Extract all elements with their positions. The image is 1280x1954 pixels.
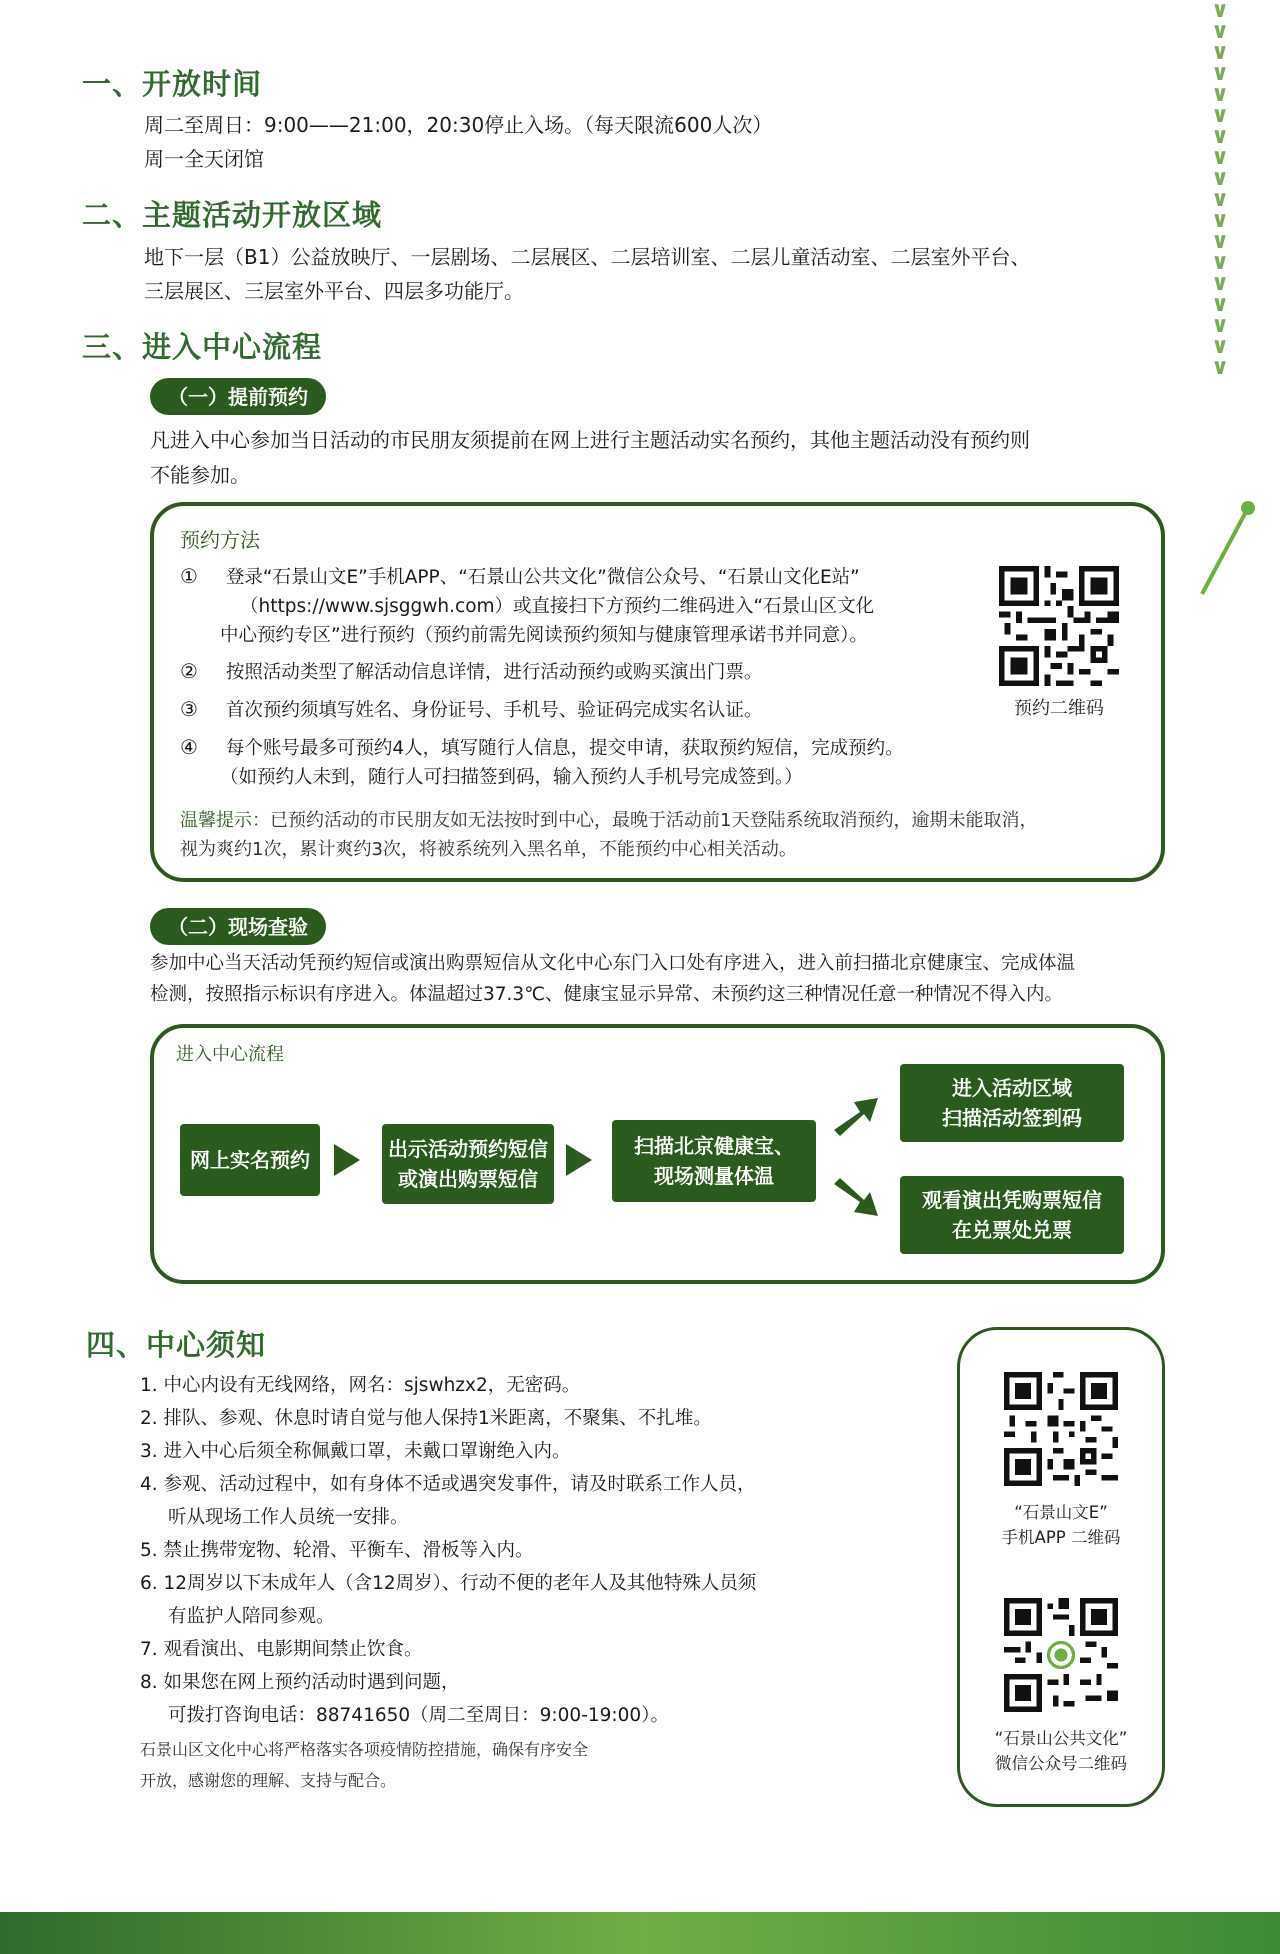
notice-list — [140, 1369, 840, 1732]
arrow-up-right-icon — [830, 1090, 882, 1142]
warm-tip — [180, 806, 1037, 864]
item-text: 按照活动类型了解活动信息详情，进行活动预约或购买演出门票。 — [225, 662, 763, 683]
tip-text: 已预约活动的市民朋友如无法按时到中心，最晚于活动前1天登陆系统取消预约，逾期未能取消， — [270, 810, 1038, 831]
chevron-down-icon: ∨ — [1211, 61, 1229, 86]
item-text: 每个账号最多可预约4人，填写随行人信息，提交申请，获取预约短信，完成预约。 — [225, 738, 904, 759]
method-item — [180, 562, 960, 650]
app-qr-caption — [964, 1500, 1158, 1550]
chevron-down-icon: ∨ — [1211, 292, 1229, 317]
closing-note — [140, 1734, 588, 1796]
chevron-down-icon: ∨ — [1211, 124, 1229, 149]
notice-item: 2. 排队、参观、休息时请自觉与他人保持1米距离，不聚集、不扎堆。 — [140, 1408, 712, 1429]
method-item — [180, 733, 904, 792]
method-item — [180, 657, 762, 687]
closing-note-line: 石景山区文化中心将严格落实各项疫情防控措施，确保有序安全 — [140, 1740, 589, 1759]
closing-note-line: 开放，感谢您的理解、支持与配合。 — [140, 1771, 397, 1790]
subsection-pill-reservation: （一）提前预约 — [150, 378, 326, 415]
qr-code-panel — [957, 1327, 1165, 1807]
notice-item: 1. 中心内设有无线网络，网名：sjswhzx2，无密码。 — [140, 1375, 581, 1396]
flow-step-enter-activity-area — [900, 1064, 1124, 1142]
item-number: ④ — [180, 735, 198, 759]
wechat-qr-caption — [964, 1726, 1158, 1776]
entry-flow-card — [150, 1024, 1165, 1284]
chevron-down-icon: ∨ — [1211, 82, 1229, 107]
opening-hours-line: 周二至周日：9:00——21:00，20:30停止入场。（每天限流600人次） — [144, 113, 773, 137]
reservation-intro: 凡进入中心参加当日活动的市民朋友须提前在网上进行主题活动实名预约，其他主题活动没有预约则 — [150, 428, 1030, 452]
notice-item: 4. 参观、活动过程中，如有身体不适或遇突发事件，请及时联系工作人员， — [140, 1474, 756, 1495]
notice-item: 6. 12周岁以下未成年人（含12周岁）、行动不便的老年人及其他特殊人员须 — [140, 1573, 757, 1594]
subsection-pill-onsite-check: （二）现场查验 — [150, 908, 326, 945]
chevron-down-icon: ∨ — [1211, 187, 1229, 212]
item-text: （如预约人未到，随行人可扫描签到码，输入预约人手机号完成签到。） — [220, 767, 803, 788]
chevron-down-icon: ∨ — [1211, 313, 1229, 338]
notice-item: 可拨打咨询电话：88741650（周二至周日：9:00-19:00）。 — [168, 1705, 669, 1726]
chevron-down-icon: ∨ — [1211, 229, 1229, 254]
arrow-down-right-icon — [830, 1172, 882, 1224]
flow-step-label: 在兑票处兑票 — [952, 1218, 1072, 1242]
chevron-down-icon: ∨ — [1211, 40, 1229, 65]
card-title: 预约方法 — [180, 528, 260, 552]
qr-caption-line: “石景山公共文化” — [994, 1729, 1128, 1748]
qr-caption-line: “石景山文E” — [1014, 1503, 1108, 1522]
item-number: ② — [180, 659, 198, 683]
flow-step-label: 观看演出凭购票短信 — [922, 1188, 1102, 1212]
chevron-down-icon: ∨ — [1211, 166, 1229, 191]
chevron-down-icon: ∨ — [1211, 208, 1229, 233]
section-title-notice: 四、中心须知 — [86, 1328, 267, 1362]
notice-item: 5. 禁止携带宠物、轮滑、平衡车、滑板等入内。 — [140, 1540, 534, 1561]
item-text: 中心预约专区”进行预约（预约前需先阅读预约须知与健康管理承诺书并同意）。 — [220, 625, 868, 646]
tip-label: 温馨提示： — [180, 810, 270, 831]
flow-step-label: 或演出购票短信 — [398, 1167, 538, 1191]
arrow-right-icon — [334, 1144, 360, 1176]
qr-caption-line: 微信公众号二维码 — [995, 1754, 1127, 1773]
flow-step-label: 出示活动预约短信 — [388, 1137, 548, 1161]
item-number: ① — [180, 564, 198, 588]
section-title-open-areas: 二、主题活动开放区域 — [82, 198, 383, 232]
decorative-line — [1180, 490, 1280, 610]
chevron-down-icon: ∨ — [1211, 355, 1229, 380]
chevron-down-icon: ∨ — [1211, 271, 1229, 296]
open-areas-line: 地下一层（B1）公益放映厅、一层剧场、二层展区、二层培训室、二层儿童活动室、二层室外平台、 — [144, 245, 1031, 269]
closed-day-line: 周一全天闭馆 — [144, 147, 264, 171]
chevron-down-icon: ∨ — [1211, 334, 1229, 359]
flow-step-redeem-ticket — [900, 1176, 1124, 1254]
item-text: 首次预约须填写姓名、身份证号、手机号、验证码完成实名认证。 — [225, 700, 763, 721]
bottom-decorative-bar — [0, 1912, 1280, 1954]
flow-step-label: 网上实名预约 — [190, 1148, 310, 1172]
flow-step-label: 扫描北京健康宝、 — [634, 1134, 794, 1158]
chevron-down-icon: ∨ — [1211, 19, 1229, 44]
onsite-check-text: 参加中心当天活动凭预约短信或演出购票短信从文化中心东门入口处有序进入，进入前扫描北京健康宝、完成体温 — [150, 953, 1076, 974]
reservation-intro: 不能参加。 — [150, 463, 250, 487]
notice-item: 7. 观看演出、电影期间禁止饮食。 — [140, 1639, 423, 1660]
notice-item: 听从现场工作人员统一安排。 — [168, 1507, 409, 1528]
arrow-right-icon — [566, 1144, 592, 1176]
notice-item: 8. 如果您在网上预约活动时遇到问题， — [140, 1672, 460, 1693]
reservation-qr-code[interactable] — [999, 566, 1119, 686]
tip-text: 视为爽约1次，累计爽约3次，将被系统列入黑名单，不能预约中心相关活动。 — [180, 839, 797, 860]
method-item — [180, 695, 762, 725]
section-title-entry-process: 三、进入中心流程 — [82, 330, 323, 364]
card-title: 进入中心流程 — [176, 1044, 284, 1065]
item-text: （https://www.sjsggwh.com）或直接扫下方预约二维码进入“石景山区文化 — [240, 596, 875, 617]
wechat-qr-code[interactable] — [1004, 1598, 1118, 1712]
flow-step-health-check — [612, 1120, 816, 1202]
chevron-decoration — [1202, 0, 1238, 378]
flow-step-label: 扫描活动签到码 — [942, 1106, 1082, 1130]
chevron-down-icon: ∨ — [1211, 145, 1229, 170]
item-number: ③ — [180, 697, 198, 721]
flow-step-label: 现场测量体温 — [654, 1164, 774, 1188]
qr-caption-line: 手机APP 二维码 — [1001, 1528, 1121, 1547]
section-title-opening-hours: 一、开放时间 — [82, 67, 263, 101]
reservation-qr-caption: 预约二维码 — [1014, 698, 1104, 719]
flow-step-online-reservation — [180, 1124, 320, 1196]
chevron-down-icon: ∨ — [1211, 103, 1229, 128]
flow-step-label: 进入活动区域 — [952, 1076, 1072, 1100]
notice-item: 有监护人陪同参观。 — [168, 1606, 335, 1627]
reservation-method-card — [150, 502, 1165, 882]
open-areas-line: 三层展区、三层室外平台、四层多功能厅。 — [144, 279, 524, 303]
onsite-check-text: 检测，按照指示标识有序进入。体温超过37.3℃、健康宝显示异常、未预约这三种情况任意一种情况不得入内。 — [150, 984, 1063, 1005]
chevron-down-icon: ∨ — [1211, 250, 1229, 275]
notice-item: 3. 进入中心后须全称佩戴口罩，未戴口罩谢绝入内。 — [140, 1441, 571, 1462]
item-text: 登录“石景山文E”手机APP、“石景山公共文化”微信公众号、“石景山文化E站” — [225, 567, 860, 588]
chevron-down-icon: ∨ — [1211, 0, 1229, 23]
app-qr-code[interactable] — [1004, 1372, 1118, 1486]
flow-step-show-sms — [382, 1124, 554, 1204]
